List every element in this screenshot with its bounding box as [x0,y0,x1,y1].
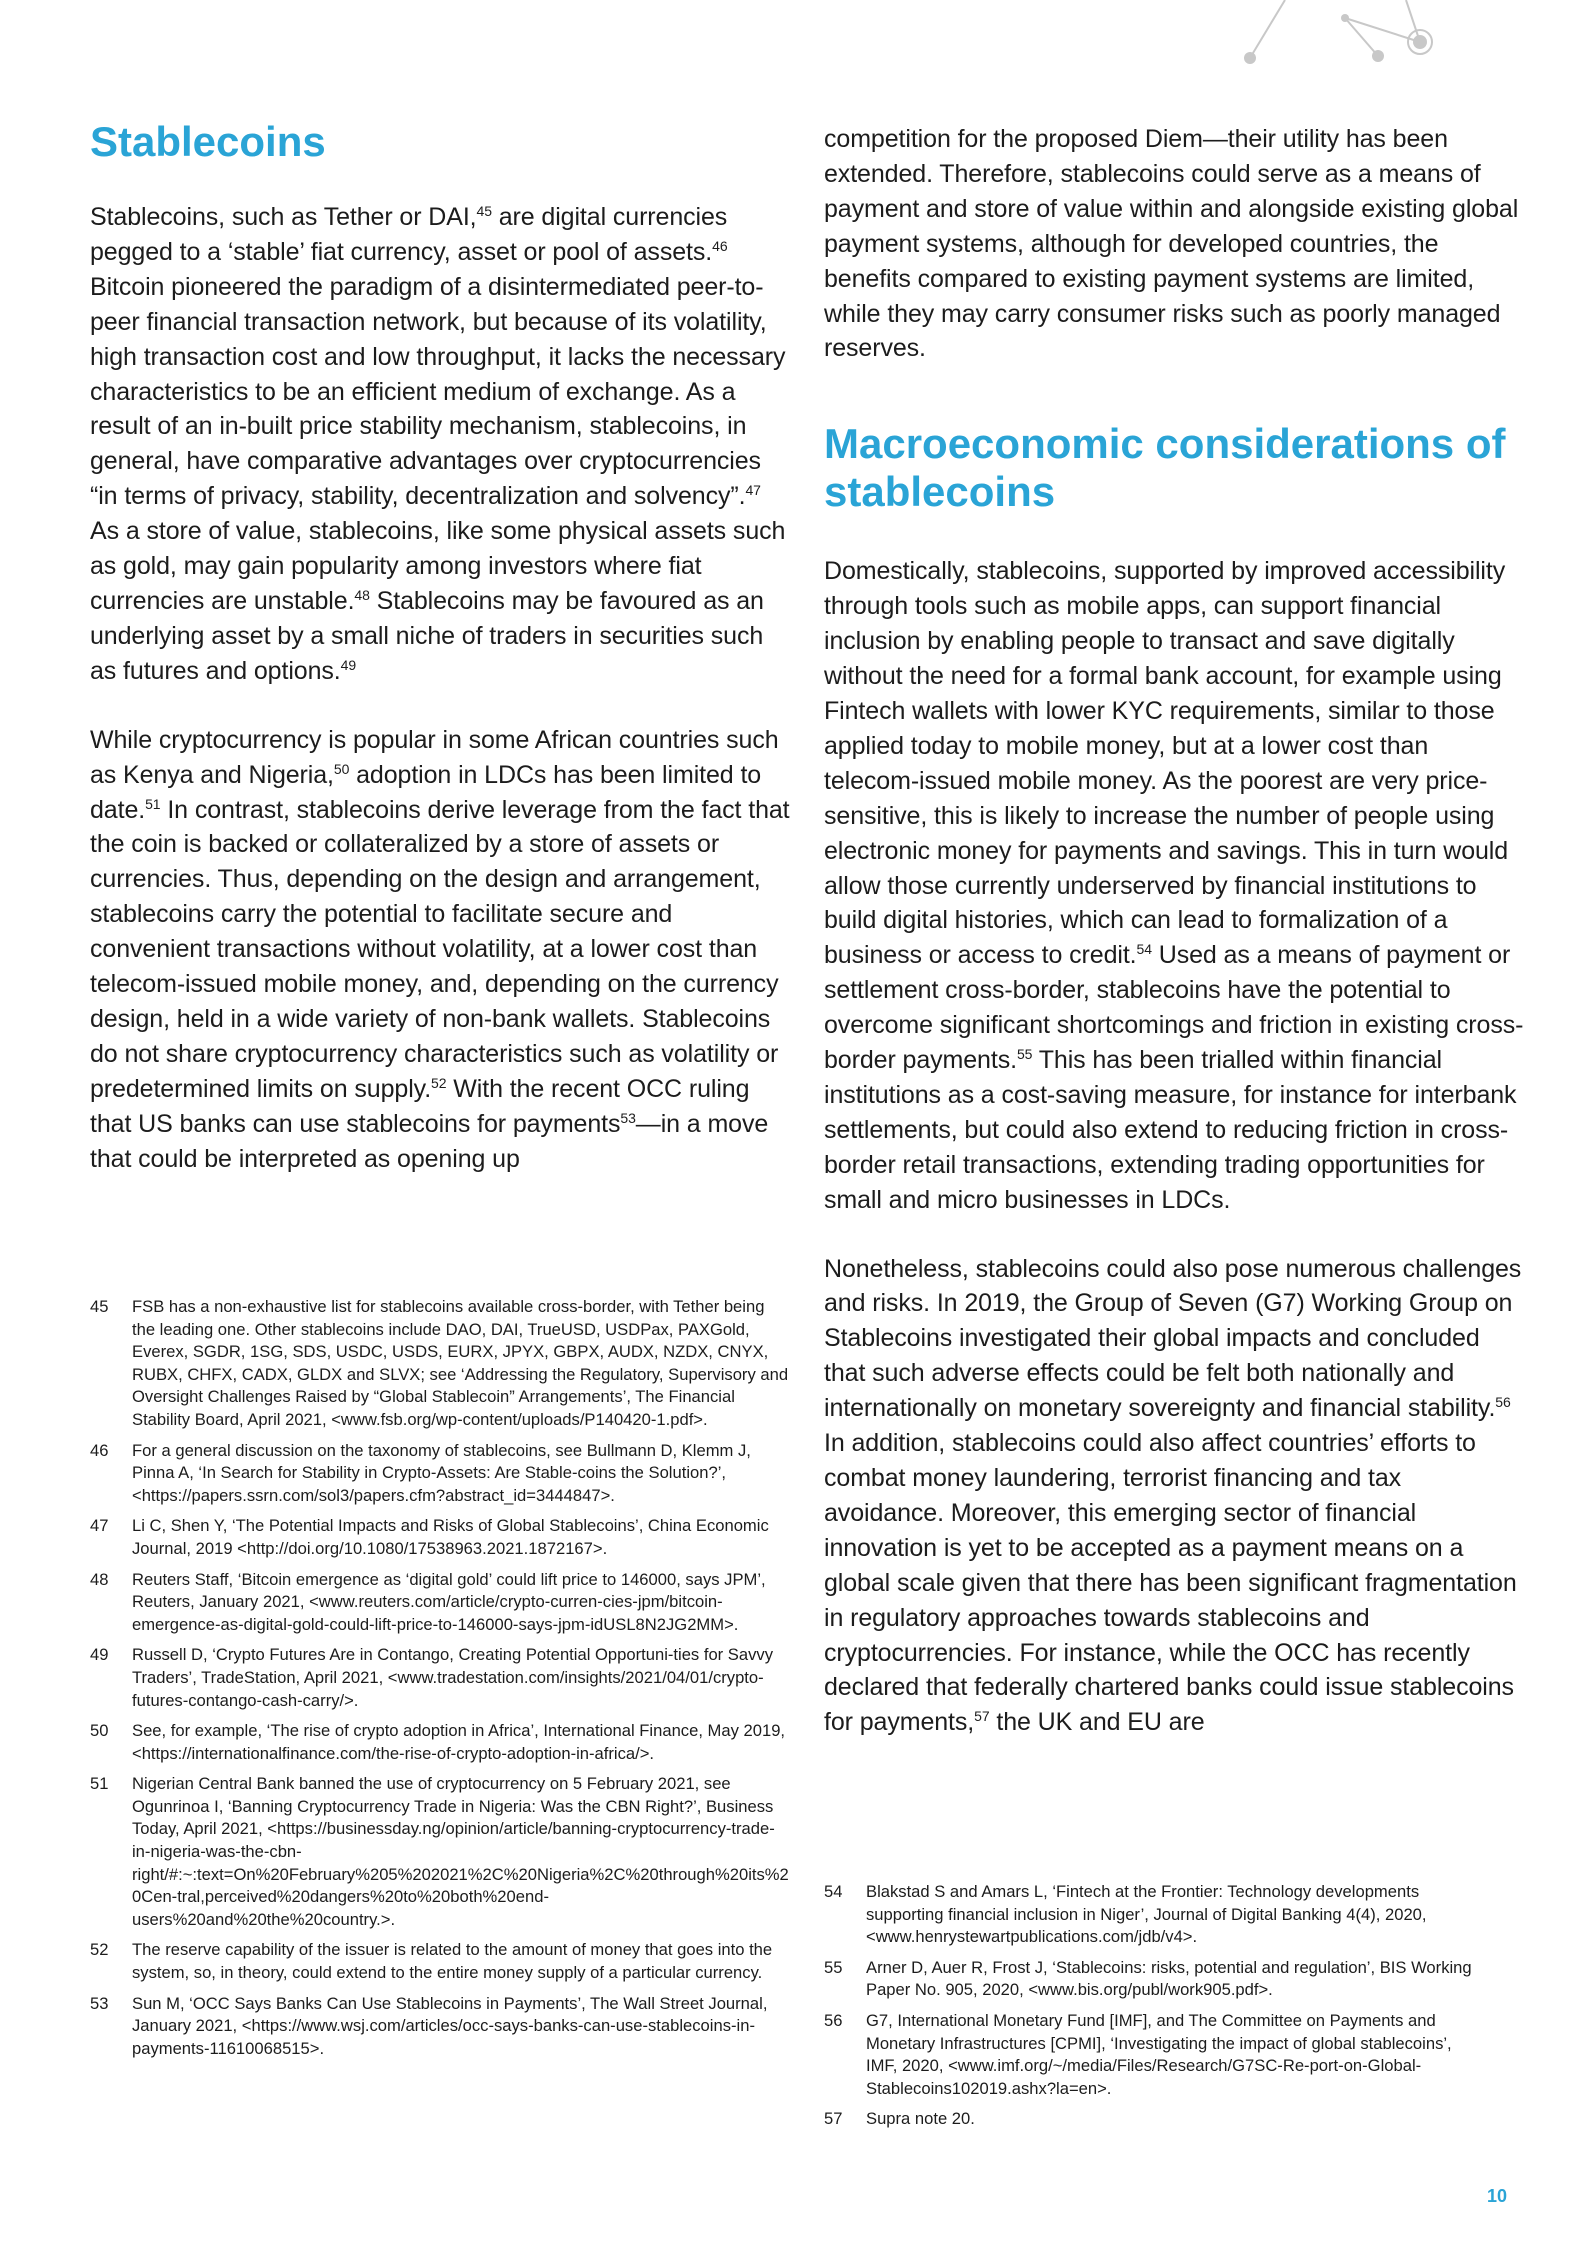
footnote-item [90,1644,790,1712]
text-run: In addition, stablecoins could also affect countries’ efforts to combat money laundering, terrorist financing and tax avoidance. Moreover, this emerging sector of financial innovation is yet to be accepted as a payment means on a global scale given that there has been significant fragmentation in regulatory approaches towards stablecoins and cryptocurrencies. For instance, while the OCC has recently declared that federally chartered banks could issue stablecoins for payments, [824,1429,1517,1737]
footnote-text: FSB has a non-exhaustive list for stablecoins available cross-border, with Tether being the leading one. Other stablecoins include DAO, DAI, TrueUSD, USDPax, PAXGold, Everex, SGDR, 1SG, SDS, USDC, USDS, EURX, JPYX, GBPX, AUDX, NZDX, CNYX, RUBX, CHFX, CADX, GLDX and SLVX; see ‘Addressing the Regulatory, Supervisory and Oversight Challenges Raised by “Global Stablecoin” Arrangements’, The Financial Stability Board, April 2021, <www.fsb.org/wp-content/uploads/P140420-1.pdf>. [132,1297,789,1429]
network-decoration-icon [1220,0,1520,80]
footnote-item [90,1773,790,1931]
footnote-text: Supra note 20. [866,2109,975,2129]
footnote-text: Blakstad S and Amars L, ‘Fintech at the Frontier: Technology developments supporting financial inclusion in Niger’, Journal of Digital Banking 4(4), 2020, <www.henrystewartpublications.com/jdb/v4>. [866,1882,1427,1947]
footnote-item [824,2108,1484,2131]
text-run: the UK and EU are [989,1708,1205,1737]
footnote-text: Sun M, ‘OCC Says Banks Can Use Stablecoins in Payments’, The Wall Street Journal, January 2021, <https://www.wsj.com/articles/occ-says-banks-can-use-stablecoins-in-payments-11610068515>. [132,1993,768,2058]
section-heading-macroeconomic: Macroeconomic considerations of stablecoins [824,420,1506,516]
footnote-reference: 45 [476,203,492,219]
left-column [90,118,790,1210]
paragraph-macro-risks [824,1252,1524,1741]
footnote-item [90,1720,790,1765]
section-heading-stablecoins: Stablecoins [90,118,326,165]
footnote-text: Nigerian Central Bank banned the use of cryptocurrency on 5 February 2021, see Ogunrinoa I, ‘Banning Cryptocurrency Trade in Nigeria: Was the CBN Right?’, Business Today, April 2021, <https://businessday.ng/opinion/article/banning-cryptocurrency-trade-in-nigeria-was-the-cbn-right/#:~:text=On%20February%205%202021%2C%20Nigeria%2C%20through%20its%20Cen-tral,perceived%20dangers%20to%20both%20end-users%20and%20the%20country.>. [132,1774,789,1929]
footnote-reference: 50 [333,760,350,777]
text-run: As a store of value, stablecoins, like some physical assets such as gold, may gain popularity among investors where fiat currencies are unstable. [90,517,786,615]
text-run: Stablecoins may be favoured as an underlying asset by a small niche of traders in securities such as futures and options. [90,586,764,685]
footnote-number: 49 [90,1645,109,1665]
text-run: Domestically, stablecoins, supported by improved accessibility through tools such as mobile apps, can support financial inclusion by enabling people to transact and save digitally without the need for a formal bank account, for example using Fintech wallets with lower KYC requirements, similar to those applied today to mobile money, but at a lower cost than telecom-issued mobile money. As the poorest are very price-sensitive, this is likely to increase the number of people using electronic money for payments and savings. This in turn would allow those currently underserved by financial institutions to build digital histories, which can lead to formalization of a business or access to credit. [824,557,1509,970]
footnote-item [90,1515,790,1560]
footnote-reference: 52 [431,1074,447,1091]
footnote-reference: 47 [745,482,761,499]
text-run: are digital currencies pegged to a ‘stable’ fiat currency, asset or pool of assets. [90,203,728,266]
footnote-reference: 46 [712,237,728,254]
footnote-reference: 51 [145,795,161,812]
footnote-text: Arner D, Auer R, Frost J, ‘Stablecoins: risks, potential and regulation’, BIS Working Paper No. 905, 2020, <www.bis.org/publ/work905.pdf>. [866,1957,1472,2000]
footnote-number: 46 [90,1440,109,1460]
footnote-reference: 48 [354,586,370,603]
footnote-item [90,1569,790,1637]
footnote-reference: 54 [1136,941,1152,958]
paragraph-stablecoins-intro [90,200,790,689]
footnote-number: 45 [90,1297,109,1316]
text-run: competition for the proposed Diem—their utility has been extended. Therefore, stablecoins could serve as a means of payment and store of value within and alongside existing global payment systems, although for developed countries, the benefits compared to existing payment systems are limited, while they may carry consumer risks such as poorly managed reserves. [824,125,1519,363]
footnote-text: G7, International Monetary Fund [IMF], and The Committee on Payments and Monetary Infrastructures [CPMI], ‘Investigating the impact of global stablecoins’, IMF, 2020, <www.imf.org/~/media/Files/Research/G7SC-Re-port-on-Global-Stablecoins102019.ashx?la=en>. [866,2010,1452,2098]
page-number: 10 [1487,2186,1508,2206]
footnote-reference: 49 [340,656,357,673]
footnote-text: Russell D, ‘Crypto Futures Are in Contango, Creating Potential Opportuni-ties for Savvy Traders’, TradeStation, April 2021, <www.tradestation.com/insights/2021/04/01/crypto-futures-contango-cash-carry/>. [132,1645,773,1710]
footnote-number: 55 [824,1957,843,1977]
footnote-number: 53 [90,1993,109,2013]
footnote-number: 57 [824,2109,843,2129]
footnote-item [824,1957,1484,2002]
paragraph-macro-domestic [824,554,1524,1217]
right-column [824,122,1524,1774]
footnote-item [824,1881,1484,1949]
footnote-reference: 56 [1495,1394,1511,1411]
footnote-item [90,1296,790,1432]
footnote-reference: 57 [974,1708,990,1725]
text-run: —in a move that could be interpreted as opening up [90,1109,769,1173]
footnote-reference: 55 [1016,1046,1033,1063]
text-run: With the recent OCC ruling that US banks can use stablecoins for payments [90,1074,750,1138]
footnote-number: 50 [90,1721,109,1741]
footnote-text: See, for example, ‘The rise of crypto adoption in Africa’, International Finance, May 2019, <https://internationalfinance.com/the-rise-of-crypto-adoption-in-africa/>. [132,1721,786,1763]
text-run: Used as a means of payment or settlement cross-border, stablecoins have the potential to overcome significant shortcomings and friction in existing cross-border payments. [824,941,1524,1075]
footnote-number: 51 [90,1774,109,1794]
footnotes-right [824,1881,1484,2139]
footnote-number: 47 [90,1516,109,1536]
footnote-reference: 53 [620,1109,636,1126]
footnote-number: 56 [824,2010,843,2030]
text-run: adoption in LDCs has been limited to date. [90,760,762,824]
footnote-text: The reserve capability of the issuer is related to the amount of money that goes into the system, so, in theory, could extend to the entire money supply of a particular currency. [132,1940,773,1983]
text-run: Bitcoin pioneered the paradigm of a disintermediated peer-to-peer financial transaction network, but because of its volatility, high transaction cost and low throughput, it lacks the necessary characteristics to be an efficient medium of exchange. As a result of an in-built price stability mechanism, stablecoins, in general, have comparative advantages over cryptocurrencies “in terms of privacy, stability, decentralization and solvency”. [90,272,786,511]
paragraph-stablecoins-continued [824,122,1524,366]
footnote-text: For a general discussion on the taxonomy of stablecoins, see Bullmann D, Klemm J, Pinna A, ‘In Search for Stability in Crypto-Assets: Are Stable-coins the Solution?’, <https://papers.ssrn.com/sol3/papers.cfm?abstract_id=3444847>. [132,1440,751,1505]
footnotes-left [90,1296,790,2068]
text-run: While cryptocurrency is popular in some African countries such as Kenya and Nigeria, [90,725,779,789]
text-run: In contrast, stablecoins derive leverage from the fact that the coin is backed or collateralized by a store of assets or currencies. Thus, depending on the design and arrangement, stablecoins carry the potential to facilitate secure and convenient transactions without volatility, at a lower cost than telecom-issued mobile money, and, depending on the currency design, held in a wide variety of non-bank wallets. Stablecoins do not share cryptocurrency characteristics such as volatility or predetermined limits on supply. [90,795,790,1103]
footnote-number: 54 [824,1882,843,1901]
text-run: Stablecoins, such as Tether or DAI, [90,203,477,231]
footnote-text: Li C, Shen Y, ‘The Potential Impacts and Risks of Global Stablecoins’, China Economic Journal, 2019 <http://doi.org/10.1080/17538963.2021.1872167>. [132,1516,769,1558]
paragraph-stablecoins-africa [90,723,790,1177]
text-run: Nonetheless, stablecoins could also pose numerous challenges and risks. In 2019, the Group of Seven (G7) Working Group on Stablecoins investigated their global impacts and concluded that such adverse effects could be felt both nationally and internationally on monetary sovereignty and financial stability. [824,1254,1522,1423]
footnote-number: 48 [90,1569,109,1589]
footnote-number: 52 [90,1940,109,1960]
footnote-item [824,2010,1484,2100]
footnote-item [90,1993,790,2061]
footnote-item [90,1939,790,1984]
text-run: This has been trialled within financial institutions as a cost-saving measure, for instance for interbank settlements, but could also extend to reducing friction in cross-border retail transactions, extending trading opportunities for small and micro businesses in LDCs. [824,1046,1517,1214]
footnote-text: Reuters Staff, ‘Bitcoin emergence as ‘digital gold’ could lift price to 146000, says JPM’, Reuters, January 2021, <www.reuters.com/article/crypto-curren-cies-jpm/bitcoin-emergence-as-digital-gold-could-lift-price-to-146000-says-jpm-idUSL8N2JG2MM>. [132,1569,766,1634]
footnote-item [90,1440,790,1508]
